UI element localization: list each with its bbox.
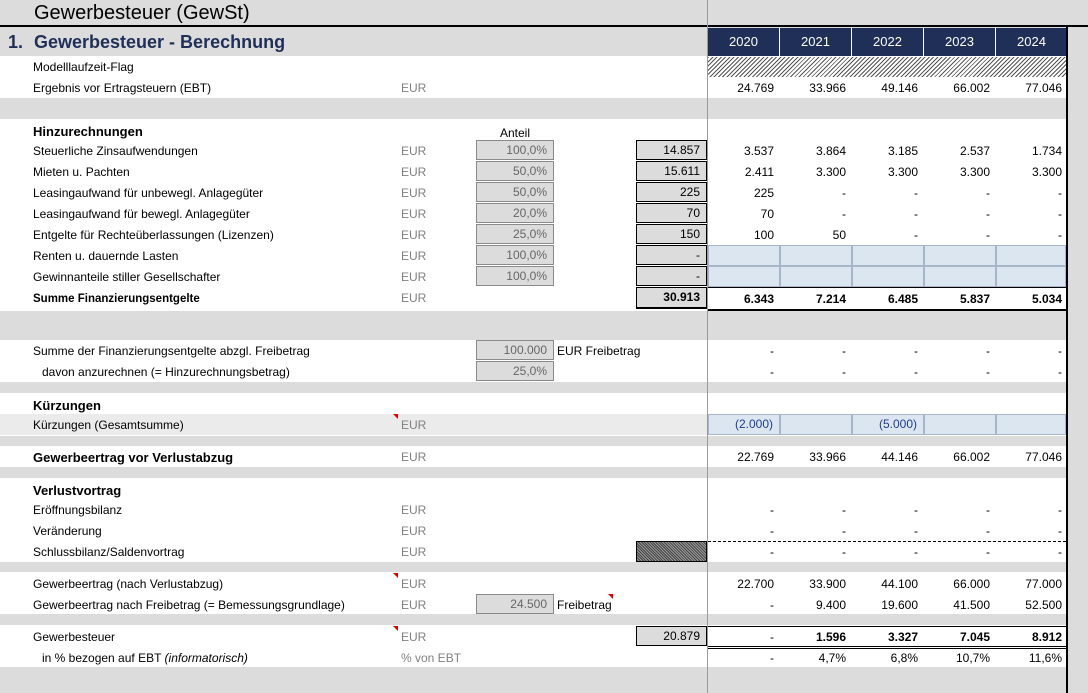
flag-hatch [708, 57, 1066, 77]
row-label: Gewerbeertrag vor Verlustabzug [33, 450, 234, 465]
cell[interactable]: 44.100 [881, 577, 918, 591]
input-cell[interactable] [708, 245, 780, 266]
cell[interactable]: - [914, 207, 918, 221]
cell[interactable]: 100 [753, 228, 774, 242]
input-cell[interactable] [924, 266, 996, 287]
row-sum: 20.879 [636, 626, 707, 646]
cell[interactable]: 33.966 [809, 450, 846, 464]
row-label: Entgelte für Rechteüberlassungen (Lizenzen) [33, 228, 274, 242]
cell[interactable]: - [770, 524, 774, 538]
cell[interactable]: 6.485 [887, 292, 918, 306]
cell[interactable]: - [770, 503, 774, 517]
unit-label: EUR [401, 545, 427, 559]
row-label-text: in % bezogen auf EBT [42, 651, 162, 665]
row-label: Modelllaufzeit-Flag [33, 60, 134, 74]
row-label: Leasingaufwand für unbewegl. Anlagegüter [33, 186, 264, 200]
cell[interactable]: - [842, 344, 846, 358]
year-header: 2023 [924, 28, 996, 56]
cell[interactable]: - [986, 207, 990, 221]
cell[interactable]: - [986, 344, 990, 358]
row-label: Schlussbilanz/Saldenvortrag [33, 545, 185, 559]
cell[interactable]: 77.046 [1025, 450, 1062, 464]
cell[interactable]: - [914, 524, 918, 538]
anteil-label: Anteil [500, 126, 531, 140]
cell[interactable]: 3.300 [815, 165, 846, 179]
cell[interactable]: 6,8% [890, 651, 918, 665]
cell[interactable]: - [986, 524, 990, 538]
cell[interactable]: 44.146 [881, 450, 918, 464]
year-header: 2021 [780, 28, 852, 56]
row-label: Ergebnis vor Ertragsteuern (EBT) [33, 81, 212, 95]
year-header: 2020 [708, 28, 780, 56]
cell[interactable]: - [770, 365, 774, 379]
cell[interactable]: 225 [753, 186, 774, 200]
cell[interactable]: 6.343 [743, 292, 774, 306]
unit-label: EUR [401, 598, 427, 612]
cell[interactable]: - [914, 228, 918, 242]
row-sum: 30.913 [636, 287, 707, 309]
cell[interactable]: 66.002 [953, 450, 990, 464]
cell[interactable]: - [986, 545, 990, 559]
cell[interactable]: - [770, 598, 774, 612]
cell[interactable]: 33.900 [809, 577, 846, 591]
cell[interactable]: 77.000 [1025, 577, 1062, 591]
row-sum: - [636, 266, 707, 286]
cell[interactable]: 9.400 [815, 598, 846, 612]
cell[interactable]: 24.769 [737, 81, 774, 95]
cell[interactable]: 5.034 [1031, 292, 1062, 306]
cell[interactable]: - [1058, 365, 1062, 379]
unit-label: EUR [401, 144, 427, 158]
cell[interactable]: - [1058, 207, 1062, 221]
cell[interactable]: - [1058, 503, 1062, 517]
unit-label: EUR [401, 577, 427, 591]
cell[interactable]: 3.864 [815, 144, 846, 158]
cell[interactable]: - [1058, 545, 1062, 559]
unit-label: EUR [401, 503, 427, 517]
cell[interactable]: - [986, 186, 990, 200]
group-heading: Hinzurechnungen [33, 124, 143, 139]
input-cell[interactable] [780, 414, 852, 435]
cell[interactable]: 2.537 [959, 144, 990, 158]
cell[interactable]: 10,7% [955, 651, 990, 665]
row-label: Gewinnanteile stiller Gesellschafter [33, 270, 221, 284]
row-label: Summe Finanzierungsentgelte [33, 293, 200, 305]
cell[interactable]: - [1058, 524, 1062, 538]
row-sum: 150 [636, 224, 707, 244]
unit-label: EUR [401, 450, 427, 464]
input-cell[interactable] [852, 266, 924, 287]
row-label: Gewerbesteuer [33, 630, 116, 644]
freibetrag-input[interactable]: 24.500 [476, 594, 554, 614]
cell[interactable]: 19.600 [881, 598, 918, 612]
unit-label: EUR [401, 228, 427, 242]
cell[interactable]: - [914, 503, 918, 517]
cell[interactable]: 3.537 [743, 144, 774, 158]
cell[interactable]: 33.966 [809, 81, 846, 95]
cell[interactable]: 3.185 [887, 144, 918, 158]
year-header: 2022 [852, 28, 924, 56]
cell[interactable]: 50 [832, 228, 846, 242]
unit-label: EUR [401, 81, 427, 95]
row-sum: - [636, 245, 707, 265]
cell[interactable]: - [770, 651, 774, 665]
cell[interactable]: 3.327 [887, 630, 918, 644]
anteil-input[interactable]: 100,0% [476, 245, 554, 265]
cell[interactable]: 3.300 [887, 165, 918, 179]
freibetrag-input[interactable]: 100.000 [476, 340, 554, 360]
row-label: Gewerbeertrag nach Freibetrag (= Bemessungsgrundlage) [33, 598, 345, 612]
cell[interactable]: - [842, 365, 846, 379]
row-label: Kürzungen (Gesamtsumme) [33, 418, 184, 432]
unit-label: EUR [401, 291, 427, 305]
input-cell[interactable] [996, 414, 1066, 435]
cell[interactable]: 4,7% [818, 651, 846, 665]
input-cell[interactable] [996, 245, 1066, 266]
cell[interactable]: - [986, 365, 990, 379]
cell[interactable]: 8.912 [1031, 630, 1062, 644]
unit-label: EUR [401, 249, 427, 263]
cell[interactable]: - [914, 365, 918, 379]
unit-label: EUR [401, 630, 427, 644]
cell[interactable]: 70 [760, 207, 774, 221]
input-cell[interactable] [708, 266, 780, 287]
input-cell[interactable] [780, 245, 852, 266]
cell[interactable]: 3.300 [959, 165, 990, 179]
cell[interactable]: - [986, 228, 990, 242]
row-label: Summe der Finanzierungsentgelte abzgl. Freibetrag [33, 344, 310, 358]
cell[interactable]: 49.146 [881, 81, 918, 95]
cell[interactable]: - [842, 503, 846, 517]
row-sum: 15.611 [636, 161, 707, 181]
cell[interactable]: - [914, 545, 918, 559]
cell[interactable]: 3.300 [1031, 165, 1062, 179]
anteil-input[interactable]: 25,0% [476, 361, 554, 381]
anteil-input[interactable]: 100,0% [476, 140, 554, 160]
cell[interactable]: 1.734 [1031, 144, 1062, 158]
section-number: 1. [8, 32, 24, 52]
row-label [42, 651, 248, 665]
cell[interactable]: - [1058, 186, 1062, 200]
section-title: Gewerbesteuer - Berechnung [34, 32, 286, 52]
cell[interactable]: - [842, 207, 846, 221]
cell[interactable]: 22.769 [737, 450, 774, 464]
anteil-input[interactable]: 20,0% [476, 203, 554, 223]
cell[interactable]: - [914, 344, 918, 358]
input-cell[interactable] [780, 266, 852, 287]
cell[interactable]: - [986, 503, 990, 517]
cell[interactable]: 66.000 [953, 577, 990, 591]
row-label: davon anzurechnen (= Hinzurechnungsbetrag) [42, 365, 290, 379]
input-cell[interactable] [852, 245, 924, 266]
cell[interactable]: 2.411 [744, 165, 774, 179]
cell[interactable]: - [770, 344, 774, 358]
cell[interactable]: - [914, 186, 918, 200]
row-label: Steuerliche Zinsaufwendungen [33, 144, 198, 158]
input-cell[interactable]: (2.000) [708, 414, 780, 435]
row-label: Renten u. dauernde Lasten [33, 249, 179, 263]
row-label: Gewerbeertrag (nach Verlustabzug) [33, 577, 224, 591]
cell[interactable]: - [770, 630, 774, 644]
comment-marker-icon[interactable] [608, 594, 613, 599]
cell[interactable]: 1.596 [815, 630, 846, 644]
freibetrag-label: EUR Freibetrag [557, 344, 641, 358]
unit-label: EUR [401, 270, 427, 284]
unit-label: EUR [401, 207, 427, 221]
row-label: Eröffnungsbilanz [33, 503, 123, 517]
cell[interactable]: - [842, 186, 846, 200]
anteil-input[interactable]: 100,0% [476, 266, 554, 286]
cell[interactable]: 5.837 [959, 292, 990, 306]
row-sum: 70 [636, 203, 707, 223]
page-title: Gewerbesteuer (GewSt) [34, 2, 250, 24]
input-cell[interactable] [996, 266, 1066, 287]
unit-label: EUR [401, 186, 427, 200]
unit-label: EUR [401, 524, 427, 538]
freibetrag-label: Freibetrag [557, 598, 612, 612]
cell[interactable]: - [842, 524, 846, 538]
group-heading: Kürzungen [33, 398, 101, 413]
cell[interactable]: 22.700 [737, 577, 774, 591]
year-header: 2024 [996, 28, 1068, 56]
cell[interactable]: 66.002 [953, 81, 990, 95]
comment-marker-icon[interactable] [393, 573, 398, 578]
comment-marker-icon[interactable] [393, 414, 398, 419]
row-sum: 225 [636, 182, 707, 202]
input-cell[interactable]: (5.000) [852, 414, 924, 435]
comment-marker-icon[interactable] [393, 626, 398, 631]
cell[interactable]: 11,6% [1028, 651, 1062, 665]
unit-label: EUR [401, 165, 427, 179]
anteil-input[interactable]: 50,0% [476, 182, 554, 202]
row-label: Mieten u. Pachten [33, 165, 130, 179]
hatched-cell [636, 541, 707, 562]
cell[interactable]: 52.500 [1025, 598, 1062, 612]
cell[interactable]: 7.045 [959, 630, 990, 644]
anteil-input[interactable]: 25,0% [476, 224, 554, 244]
cell[interactable]: - [770, 545, 774, 559]
anteil-input[interactable]: 50,0% [476, 161, 554, 181]
group-heading: Verlustvortrag [33, 483, 122, 498]
input-cell[interactable] [924, 245, 996, 266]
cell[interactable]: 41.500 [953, 598, 990, 612]
row-label-italic: (informatorisch) [164, 651, 248, 665]
section-header [0, 28, 1066, 56]
row-sum: 14.857 [636, 140, 707, 160]
cell[interactable]: - [1058, 228, 1062, 242]
cell[interactable]: - [1058, 344, 1062, 358]
cell[interactable]: - [842, 545, 846, 559]
input-cell[interactable] [924, 414, 996, 435]
unit-label: % von EBT [401, 651, 462, 665]
cell[interactable]: 77.046 [1025, 81, 1062, 95]
unit-label: EUR [401, 418, 427, 432]
row-label: Leasingaufwand für bewegl. Anlagegüter [33, 207, 250, 221]
title-bar [0, 0, 1088, 27]
row-label: Veränderung [33, 524, 102, 538]
cell[interactable]: 7.214 [815, 292, 846, 306]
